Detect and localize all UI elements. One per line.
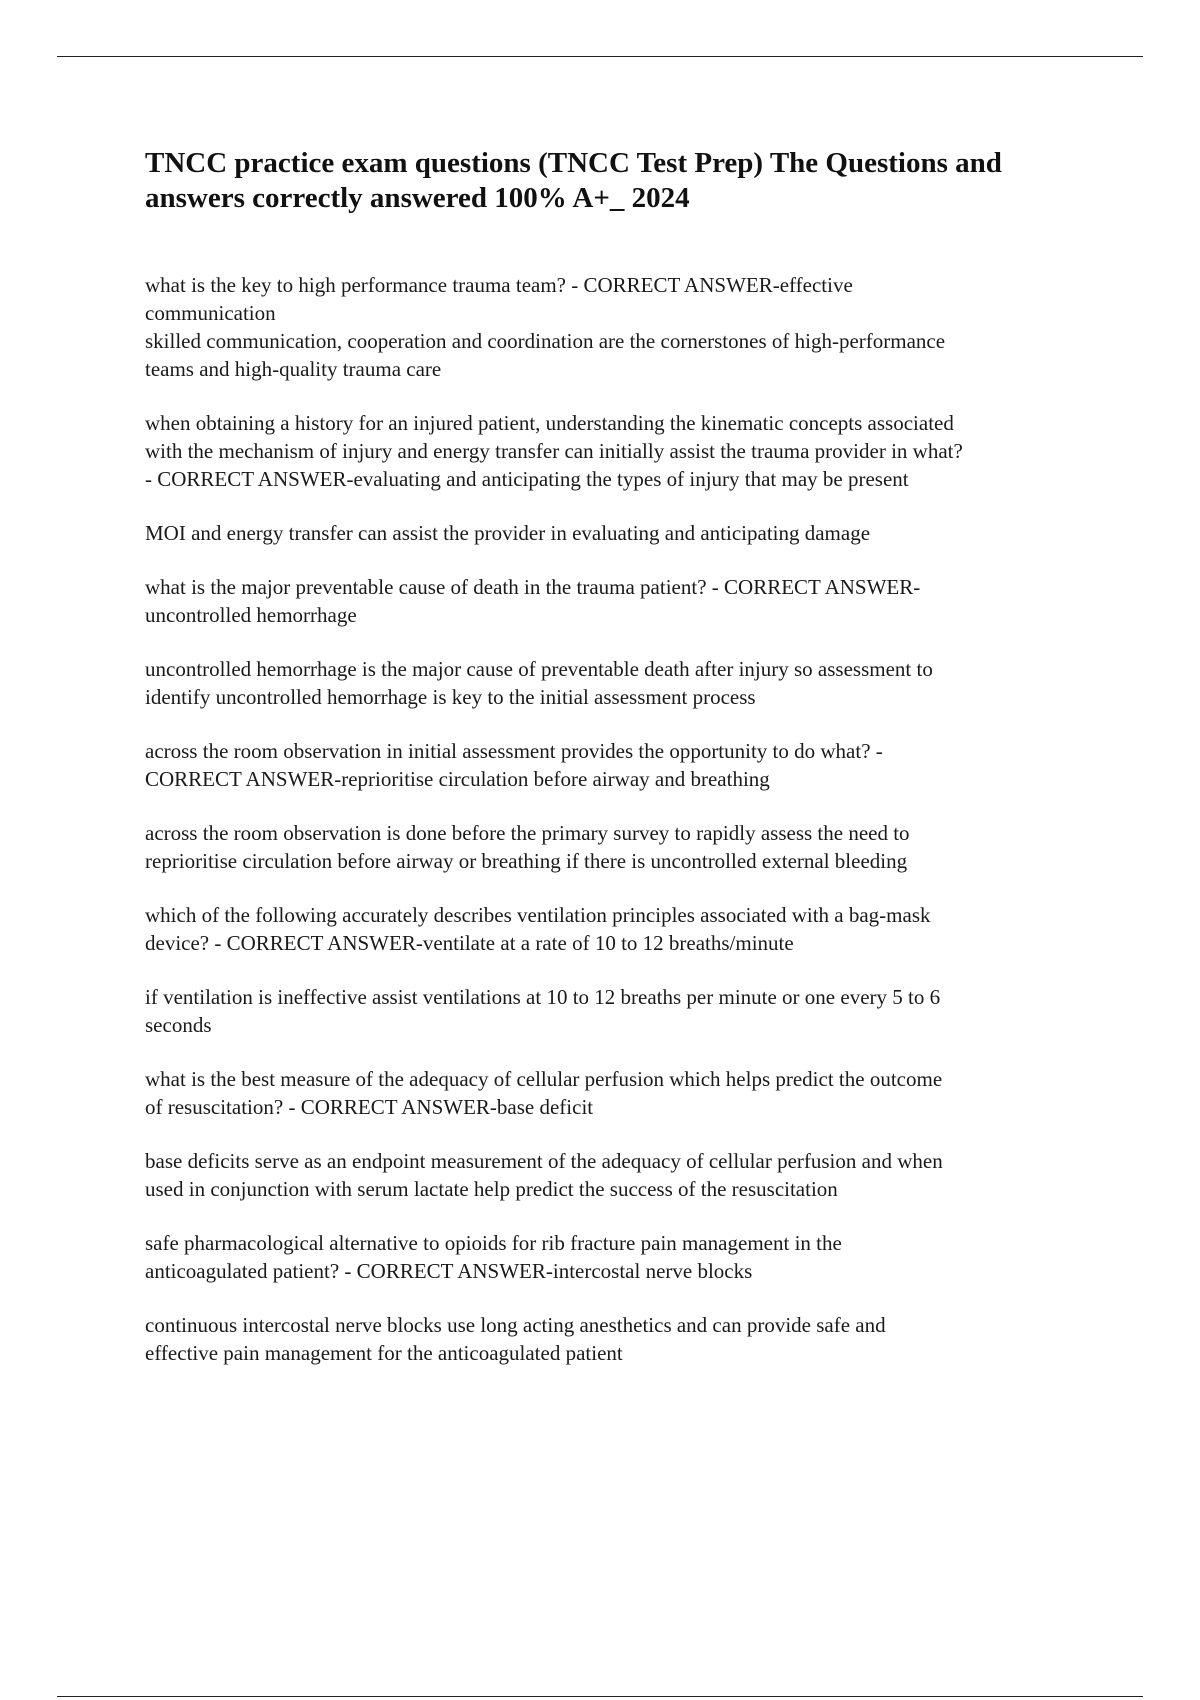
text-line: if ventilation is ineffective assist ventilations at 10 to 12 breaths per minute or one every 5 to 6: [145, 985, 941, 1009]
text-line: continuous intercostal nerve blocks use long acting anesthetics and can provide safe and: [145, 1313, 886, 1337]
text-line: teams and high-quality trauma care: [145, 357, 442, 381]
document-title: [145, 146, 1105, 216]
text-line: device? - CORRECT ANSWER-ventilate at a rate of 10 to 12 breaths/minute: [145, 931, 794, 955]
text-line: of resuscitation? - CORRECT ANSWER-base deficit: [145, 1095, 594, 1119]
text-line: safe pharmacological alternative to opioids for rib fracture pain management in the: [145, 1231, 842, 1255]
text-line: uncontrolled hemorrhage: [145, 603, 357, 627]
text-line: which of the following accurately describes ventilation principles associated with a bag-mask: [145, 903, 931, 927]
paragraph: [145, 271, 1095, 383]
text-line: uncontrolled hemorrhage is the major cause of preventable death after injury so assessment to: [145, 657, 933, 681]
text-line: used in conjunction with serum lactate help predict the success of the resuscitation: [145, 1177, 838, 1201]
text-line: what is the best measure of the adequacy of cellular perfusion which helps predict the outcome: [145, 1067, 943, 1091]
paragraph: [145, 519, 1095, 547]
text-line: base deficits serve as an endpoint measurement of the adequacy of cellular perfusion and when: [145, 1149, 943, 1173]
paragraph: [145, 1065, 1095, 1121]
text-line: what is the major preventable cause of death in the trauma patient? - CORRECT ANSWER-: [145, 575, 921, 599]
text-line: reprioritise circulation before airway or breathing if there is uncontrolled external bleeding: [145, 849, 908, 873]
text-line: with the mechanism of injury and energy transfer can initially assist the trauma provider in what?: [145, 439, 963, 463]
text-line: across the room observation is done before the primary survey to rapidly assess the need to: [145, 821, 910, 845]
title-line: answers correctly answered 100% A+_ 2024: [145, 182, 690, 214]
text-line: CORRECT ANSWER-reprioritise circulation before airway and breathing: [145, 767, 770, 791]
text-line: seconds: [145, 1013, 212, 1037]
text-line: effective pain management for the anticoagulated patient: [145, 1341, 623, 1365]
text-line: across the room observation in initial assessment provides the opportunity to do what? -: [145, 739, 883, 763]
text-line: what is the key to high performance trauma team? - CORRECT ANSWER-effective: [145, 273, 853, 297]
document-body: [145, 271, 1095, 1393]
bottom-divider: [57, 1696, 1143, 1697]
paragraph: [145, 983, 1095, 1039]
paragraph: [145, 1311, 1095, 1367]
paragraph: [145, 737, 1095, 793]
paragraph: [145, 1229, 1095, 1285]
text-line: communication: [145, 301, 276, 325]
paragraph: [145, 819, 1095, 875]
paragraph: [145, 1147, 1095, 1203]
text-line: MOI and energy transfer can assist the provider in evaluating and anticipating damage: [145, 521, 871, 545]
top-divider: [57, 56, 1143, 57]
paragraph: [145, 901, 1095, 957]
text-line: anticoagulated patient? - CORRECT ANSWER-intercostal nerve blocks: [145, 1259, 753, 1283]
text-line: skilled communication, cooperation and coordination are the cornerstones of high-performance: [145, 329, 946, 353]
paragraph: [145, 655, 1095, 711]
text-line: identify uncontrolled hemorrhage is key to the initial assessment process: [145, 685, 756, 709]
text-line: when obtaining a history for an injured patient, understanding the kinematic concepts associated: [145, 411, 954, 435]
text-line: - CORRECT ANSWER-evaluating and anticipating the types of injury that may be present: [145, 467, 909, 491]
paragraph: [145, 573, 1095, 629]
paragraph: [145, 409, 1095, 493]
title-line: TNCC practice exam questions (TNCC Test Prep) The Questions and: [145, 147, 1002, 179]
